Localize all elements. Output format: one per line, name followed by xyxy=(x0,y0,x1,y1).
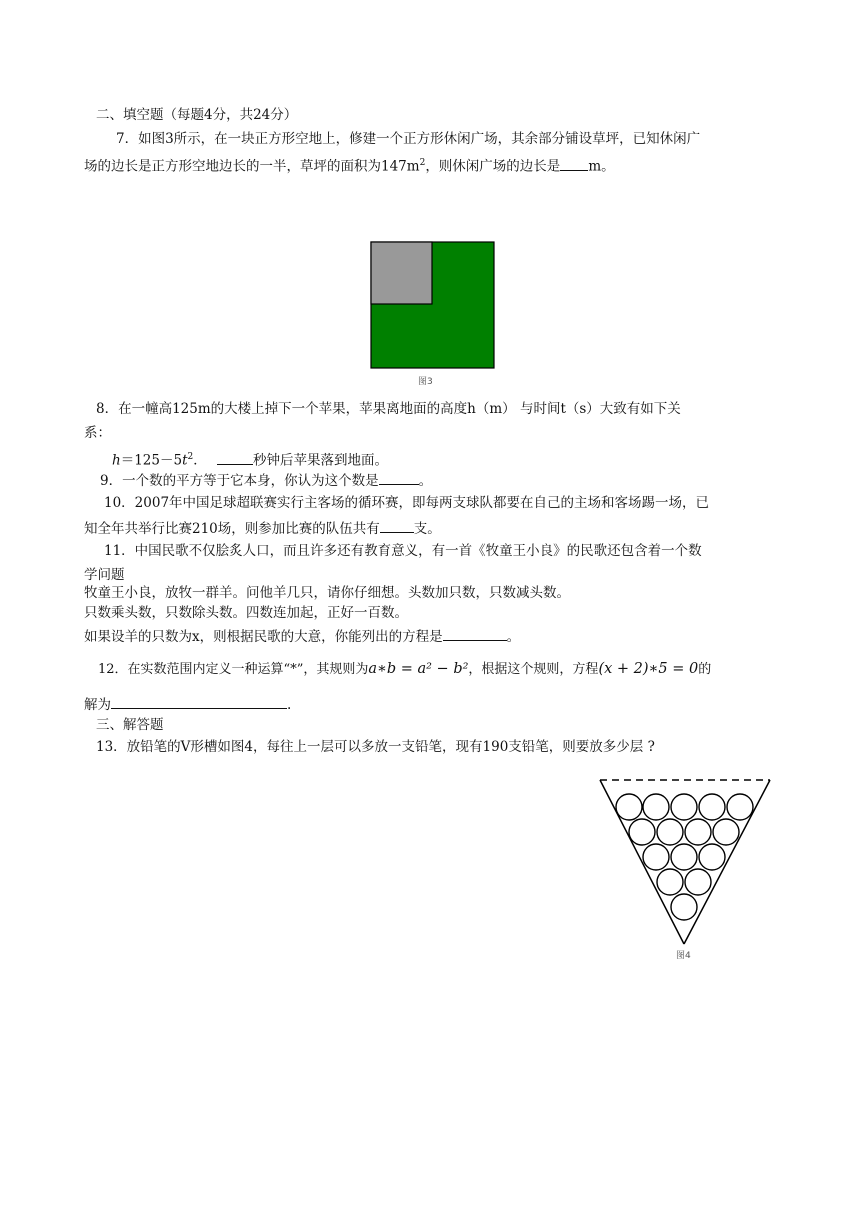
section-2-title: 二、填空题（每题4分，共24分） xyxy=(96,107,298,123)
q12-text-e: . xyxy=(287,697,292,713)
q13-text: 13．放铅笔的V形槽如图4，每往上一层可以多放一支铅笔，现有190支铅笔，则要放多少层 ? xyxy=(96,739,655,755)
q8-answer-blank[interactable] xyxy=(217,450,253,465)
q11-text-b: 。 xyxy=(506,629,521,645)
pencil-circle xyxy=(713,819,739,845)
q10-text-b: 支。 xyxy=(413,521,441,537)
q12-line-1 xyxy=(98,660,711,679)
q12-text-b: ，根据这个规则，方程 xyxy=(468,662,599,677)
formula-mid: ＝125－5 xyxy=(120,452,183,469)
q8-line-3 xyxy=(112,448,388,470)
q12-rule: a∗b = a² − b² xyxy=(368,661,469,677)
pencil-circle xyxy=(643,844,669,870)
q11-text-a: 如果设羊的只数为x，则根据民歌的大意，你能列出的方程是 xyxy=(84,629,443,645)
formula-h: h xyxy=(112,452,121,469)
q7-line-2 xyxy=(84,154,615,176)
pencil-circle xyxy=(727,794,753,820)
q11-line-4: 只数乘头数，只数除头数。四数连加起，正好一百数。 xyxy=(84,605,408,621)
q11-line-1: 11．中国民歌不仅脍炙人口，而且许多还有教育意义，有一首《牧童王小良》的民歌还包含着一个数 xyxy=(104,543,702,559)
figure-3-squares xyxy=(369,240,499,372)
q9-end: 。 xyxy=(418,473,433,489)
pencil-circle xyxy=(657,869,683,895)
q9-line xyxy=(100,470,432,490)
pencil-circle xyxy=(657,819,683,845)
pencil-circle xyxy=(699,794,725,820)
q12-equation: (x + 2)∗5 = 0 xyxy=(598,661,699,677)
formula-sup: 2 xyxy=(187,452,194,462)
q11-line-2: 学问题 xyxy=(84,567,125,583)
pencil-circle xyxy=(699,844,725,870)
pencil-circle xyxy=(685,869,711,895)
pencil-circle xyxy=(671,794,697,820)
pencil-circle xyxy=(616,794,642,820)
q7-text-b: ，则休闲广场的边长是 xyxy=(425,158,561,175)
pencil-circle xyxy=(671,894,697,920)
figure-4-caption: 图4 xyxy=(676,951,691,961)
q12-answer-blank[interactable] xyxy=(111,694,287,709)
q7-line-1: 7．如图3所示，在一块正方形空地上，修建一个正方形休闲广场，其余部分铺设草坪，已知休闲广 xyxy=(116,131,701,147)
q7-sup: 2 xyxy=(419,158,426,168)
q8-text-after: 秒钟后苹果落到地面。 xyxy=(253,452,389,469)
q7-text-c: m。 xyxy=(588,158,615,175)
figure-3-caption: 图3 xyxy=(418,377,433,387)
plaza-square xyxy=(371,242,432,304)
q10-line-2 xyxy=(84,518,441,538)
q10-answer-blank[interactable] xyxy=(380,518,414,533)
q12-line-2 xyxy=(84,694,291,714)
q9-answer-blank[interactable] xyxy=(379,470,419,485)
q9-text: 9．一个数的平方等于它本身，你认为这个数是 xyxy=(100,473,379,489)
q12-text-a: 12．在实数范围内定义一种运算“*”，其规则为 xyxy=(98,662,369,677)
q11-line-3: 牧童王小良，放牧一群羊。问他羊几只，请你仔细想。头数加只数，只数减头数。 xyxy=(84,585,570,601)
pencil-circle xyxy=(629,819,655,845)
q7-text-a: 场的边长是正方形空地边长的一半，草坪的面积为147m xyxy=(84,158,420,175)
q7-answer-blank[interactable] xyxy=(560,156,588,171)
q10-text-a: 知全年共举行比赛210场，则参加比赛的队伍共有 xyxy=(84,521,380,537)
q8-line-2: 系： xyxy=(84,425,111,441)
formula-end: ． xyxy=(193,452,207,469)
section-3-title: 三、解答题 xyxy=(96,717,164,733)
formula-t: t xyxy=(182,452,188,469)
q11-answer-blank[interactable] xyxy=(443,626,507,641)
pencil-circles xyxy=(616,794,753,920)
pencil-circle xyxy=(643,794,669,820)
q12-text-c: 的 xyxy=(698,662,712,677)
pencil-circle xyxy=(671,844,697,870)
pencil-circle xyxy=(685,819,711,845)
q10-line-1: 10．2007年中国足球超联赛实行主客场的循环赛，即每两支球队都要在自己的主场和客场踢一场，已 xyxy=(104,495,710,511)
q11-line-5 xyxy=(84,626,520,646)
q8-line-1: 8．在一幢高125m的大楼上掉下一个苹果，苹果离地面的高度h（m） 与时间t（s）大致有如下关 xyxy=(96,401,681,417)
q12-text-d: 解为 xyxy=(84,697,111,713)
figure-4-v-groove xyxy=(598,774,774,950)
